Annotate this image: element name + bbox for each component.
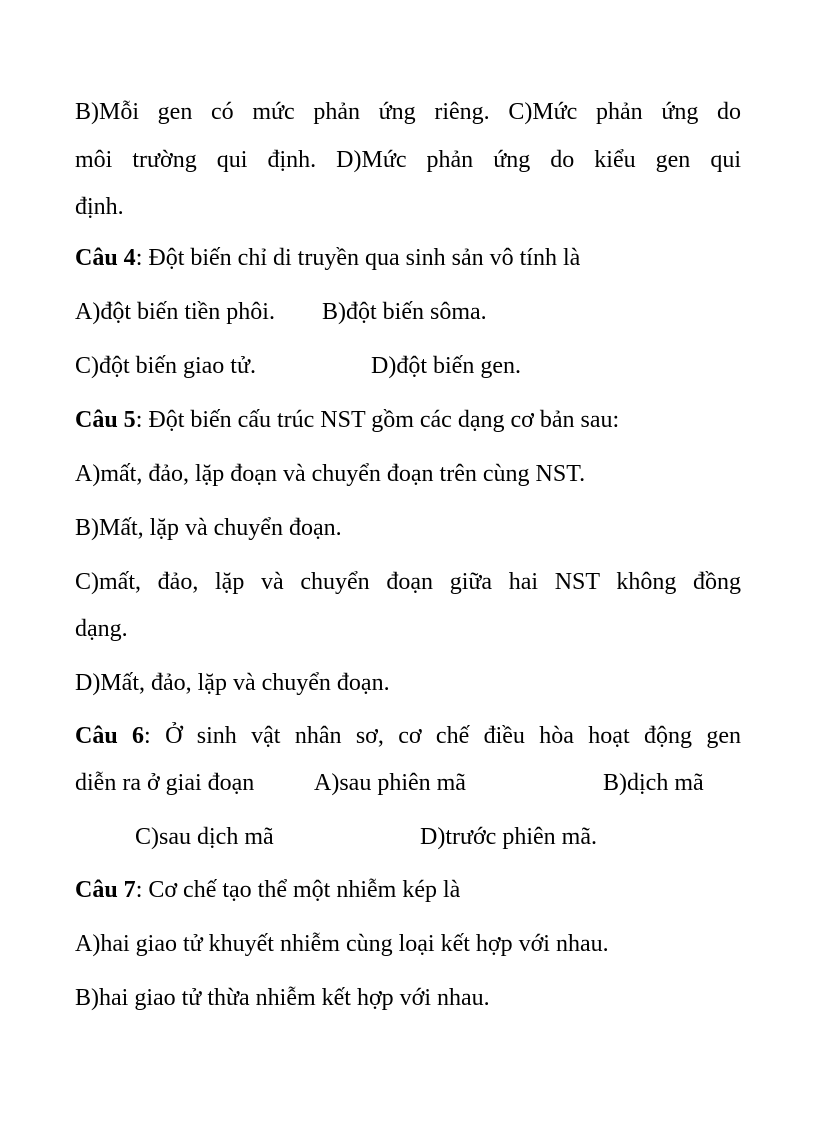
option-a: A)mất, đảo, lặp đoạn và chuyển đoạn trên cùng NST. [75,461,586,487]
text-line: môi trường qui định. D)Mức phản ứng do kiểu gen qui [75,147,741,173]
option-c: C)sau dịch mã [135,824,274,850]
question-4 [75,243,580,273]
question-label: Câu 5 [75,407,136,433]
text-line: B)Mỗi gen có mức phản ứng riêng. C)Mức phản ứng do [75,99,741,125]
option-b: B)dịch mã [603,770,704,796]
question-label: Câu 6 [75,723,145,749]
question-7 [75,875,460,905]
question-stem-continuation: diễn ra ở giai đoạn [75,770,255,796]
question-stem: : Ở sinh vật nhân sơ, cơ chế điều hòa hoạt động gen [144,723,741,749]
question-label: Câu 4 [75,245,136,271]
option-d: D)Mất, đảo, lặp và chuyển đoạn. [75,670,390,696]
option-a: A)hai giao tử khuyết nhiễm cùng loại kết hợp với nhau. [75,931,609,957]
question-5 [75,405,619,435]
option-b: B)Mất, lặp và chuyển đoạn. [75,515,342,541]
option-d: D)đột biến gen. [371,353,521,379]
option-a: A)đột biến tiền phôi. [75,299,275,325]
question-stem: : Cơ chế tạo thể một nhiễm kép là [135,877,461,903]
question-label: Câu 7 [75,877,136,903]
question-6 [75,721,741,751]
option-a: A)sau phiên mã [314,770,466,796]
option-b: B)hai giao tử thừa nhiễm kết hợp với nhau. [75,985,490,1011]
option-c: C)đột biến giao tử. [75,353,256,379]
question-stem: : Đột biến chỉ di truyền qua sinh sản vô tính là [135,245,581,271]
option-b: B)đột biến sôma. [322,299,487,325]
option-c-continuation: dạng. [75,616,128,642]
question-stem: : Đột biến cấu trúc NST gồm các dạng cơ bản sau: [135,407,620,433]
option-c: C)mất, đảo, lặp và chuyển đoạn giữa hai NST không đồng [75,569,741,595]
text-line: định. [75,194,124,220]
option-d: D)trước phiên mã. [420,824,597,850]
